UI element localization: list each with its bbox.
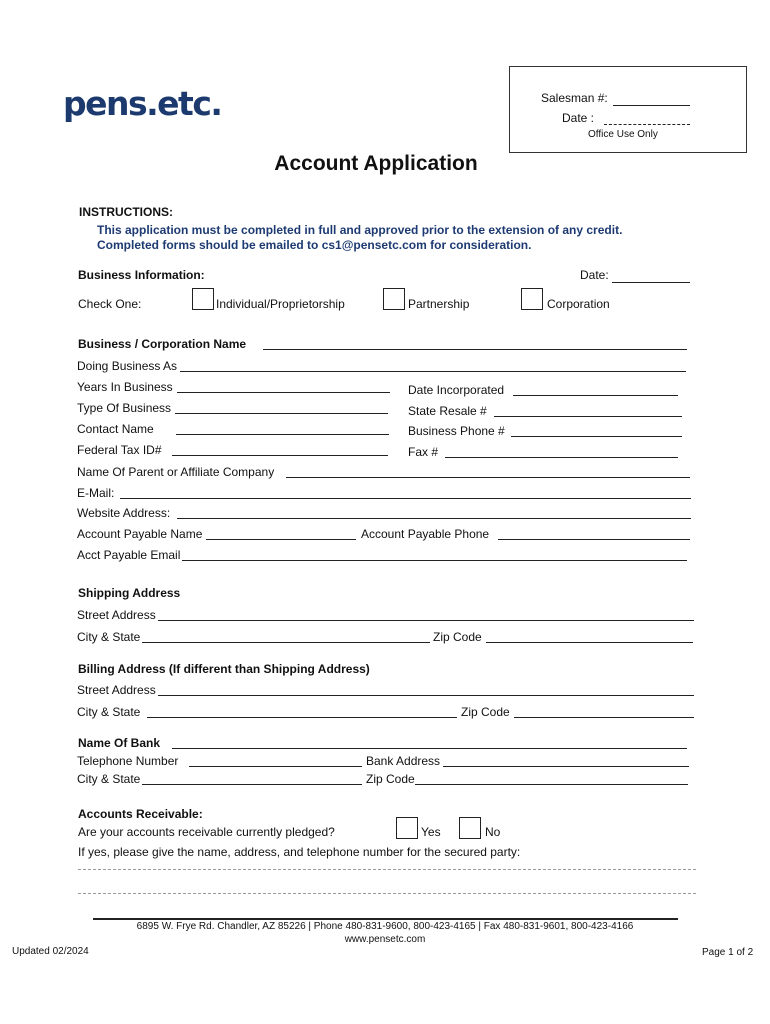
corp-name-field[interactable] <box>263 349 687 350</box>
shipping-city-label: City & State <box>77 630 141 644</box>
ap-name-label: Account Payable Name <box>77 527 203 541</box>
ap-phone-field[interactable] <box>498 539 690 540</box>
shipping-street-field[interactable] <box>158 620 694 621</box>
footer-divider <box>93 918 678 920</box>
company-logo: pens.etc. <box>63 84 222 123</box>
bank-heading: Name Of Bank <box>78 736 161 750</box>
footer-address: 6895 W. Frye Rd. Chandler, AZ 85226 | Phone 480-831-9600, 800-423-4165 | Fax 480-831-9601, 800-423-4166 <box>136 921 634 932</box>
shipping-heading: Shipping Address <box>78 586 181 600</box>
type-field[interactable] <box>175 413 388 414</box>
ap-name-field[interactable] <box>206 539 356 540</box>
contact-field[interactable] <box>176 434 389 435</box>
check-one-label: Check One: <box>78 297 142 311</box>
years-field[interactable] <box>177 392 390 393</box>
ap-email-field[interactable] <box>182 560 687 561</box>
billing-street-label: Street Address <box>77 683 156 697</box>
shipping-street-label: Street Address <box>77 608 156 622</box>
updated-date: Updated 02/2024 <box>12 946 89 957</box>
receivable-yes-label: Yes <box>421 825 441 839</box>
taxid-field[interactable] <box>172 455 388 456</box>
taxid-label: Federal Tax ID# <box>77 443 162 457</box>
receivable-yes-checkbox[interactable] <box>396 817 418 839</box>
secured-party-line-1[interactable] <box>78 869 696 870</box>
shipping-city-field[interactable] <box>142 642 430 643</box>
individual-label: Individual/Proprietorship <box>216 297 345 311</box>
billing-city-label: City & State <box>77 705 141 719</box>
shipping-zip-field[interactable] <box>486 642 693 643</box>
dba-field[interactable] <box>180 371 686 372</box>
type-label: Type Of Business <box>77 401 172 415</box>
ap-phone-label: Account Payable Phone <box>361 527 490 541</box>
bank-name-field[interactable] <box>172 748 687 749</box>
fax-label: Fax # <box>408 445 439 459</box>
website-field[interactable] <box>177 518 691 519</box>
instructions-line-2: Completed forms should be emailed to cs1@pensetc.com for consideration. <box>97 238 532 252</box>
bank-city-field[interactable] <box>142 784 362 785</box>
billing-heading: Billing Address (If different than Shipping Address) <box>78 662 370 676</box>
receivable-heading: Accounts Receivable: <box>78 807 203 821</box>
footer-website: www.pensetc.com <box>344 934 426 945</box>
receivable-followup: If yes, please give the name, address, and telephone number for the secured party: <box>78 845 521 859</box>
receivable-no-checkbox[interactable] <box>459 817 481 839</box>
contact-label: Contact Name <box>77 422 154 436</box>
resale-field[interactable] <box>494 416 682 417</box>
shipping-zip-label: Zip Code <box>433 630 482 644</box>
business-phone-field[interactable] <box>511 436 682 437</box>
bank-zip-label: Zip Code <box>366 772 415 786</box>
billing-city-field[interactable] <box>147 717 457 718</box>
page-number: Page 1 of 2 <box>702 947 754 958</box>
corp-name-label: Business / Corporation Name <box>78 337 247 351</box>
years-label: Years In Business <box>77 380 173 394</box>
dba-label: Doing Business As <box>77 359 178 373</box>
instructions-heading: INSTRUCTIONS: <box>79 205 173 219</box>
instructions-line-1: This application must be completed in full and approved prior to the extension of any credit. <box>97 223 623 237</box>
bank-address-label: Bank Address <box>366 754 441 768</box>
receivable-question: Are your accounts receivable currently pledged? <box>78 825 335 839</box>
corporation-checkbox[interactable] <box>521 288 543 310</box>
ap-email-label: Acct Payable Email <box>77 548 181 562</box>
billing-zip-field[interactable] <box>514 717 694 718</box>
parent-label: Name Of Parent or Affiliate Company <box>77 465 275 479</box>
billing-zip-label: Zip Code <box>461 705 510 719</box>
website-label: Website Address: <box>77 506 171 520</box>
bank-phone-label: Telephone Number <box>77 754 179 768</box>
date-incorporated-field[interactable] <box>513 395 678 396</box>
parent-field[interactable] <box>286 477 690 478</box>
receivable-no-label: No <box>485 825 501 839</box>
business-phone-label: Business Phone # <box>408 424 505 438</box>
date-incorporated-label: Date Incorporated <box>408 383 505 397</box>
bank-zip-field[interactable] <box>415 784 688 785</box>
salesman-field[interactable] <box>613 105 690 106</box>
office-use-note: Office Use Only <box>588 129 658 140</box>
email-field[interactable] <box>120 498 691 499</box>
page-title: Account Application <box>274 152 478 175</box>
corporation-label: Corporation <box>547 297 610 311</box>
office-date-label: Date : <box>562 111 595 125</box>
billing-street-field[interactable] <box>158 695 694 696</box>
bank-city-label: City & State <box>77 772 141 786</box>
bank-address-field[interactable] <box>443 766 689 767</box>
business-date-label: Date: <box>580 268 609 282</box>
partnership-checkbox[interactable] <box>383 288 405 310</box>
salesman-label: Salesman #: <box>541 91 608 105</box>
fax-field[interactable] <box>445 457 678 458</box>
business-date-field[interactable] <box>612 282 690 283</box>
bank-phone-field[interactable] <box>189 766 362 767</box>
office-use-box <box>509 66 747 153</box>
office-date-field[interactable] <box>604 124 690 125</box>
partnership-label: Partnership <box>408 297 470 311</box>
individual-checkbox[interactable] <box>192 288 214 310</box>
resale-label: State Resale # <box>408 404 487 418</box>
business-info-heading: Business Information: <box>78 268 205 282</box>
email-label: E-Mail: <box>77 486 115 500</box>
secured-party-line-2[interactable] <box>78 893 696 894</box>
